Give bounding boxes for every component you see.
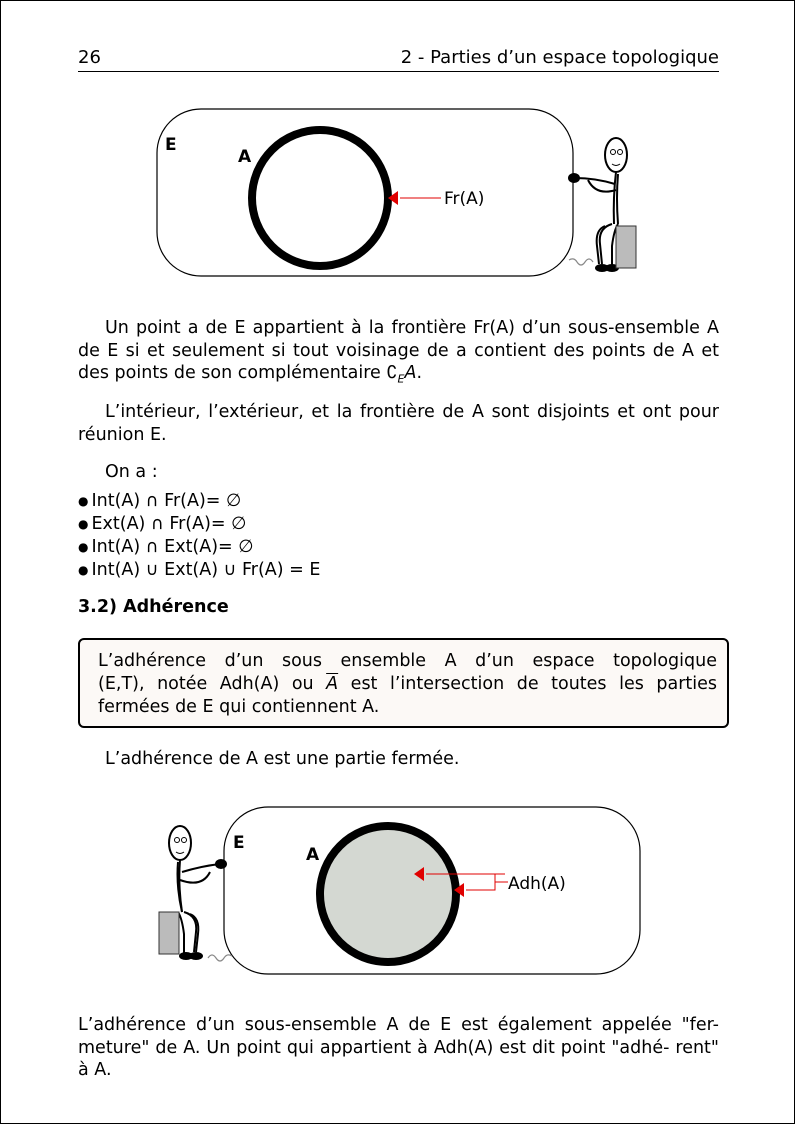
closure-figure <box>150 798 650 984</box>
closure-disc <box>320 826 456 962</box>
bullet-item: ● Ext(A) ∩ Fr(A)= ∅ <box>78 514 247 534</box>
bullet-item: ● Int(A) ∩ Ext(A)= ∅ <box>78 537 254 557</box>
closed-paragraph: L’adhérence de A est une partie fermée. <box>105 749 460 769</box>
definition-box: L’adhérence d’un sous ensemble A d’un espace topologique (E,T), notée Adh(A) ou $\overline{A}$ est l’intersection de toutes les parties fermées de E qui contiennent A. <box>78 638 729 728</box>
on-a-paragraph: On a : <box>105 462 158 482</box>
bullet-item: ● Int(A) ∪ Ext(A) ∪ Fr(A) = E <box>78 560 321 580</box>
closure-paragraph: L’adhérence d’un sous-ensemble A de E est également appelée "fer- meture" de A. Un point qui appartient à Adh(A) est dit point "adhé- rent" à A. <box>78 1015 719 1080</box>
stool-icon <box>159 912 179 954</box>
frontier-paragraph: Un point a de E appartient à la frontière Fr(A) d’un sous-ensemble A de E si et seulement si tout voisinage de a contient des points de A et des points de son complémentaire $∁_EA$. <box>78 318 719 386</box>
frontier-label: Fr(A) <box>444 189 485 209</box>
bullet-item: ● Int(A) ∩ Fr(A)= ∅ <box>78 491 242 511</box>
closure-label: Adh(A) <box>508 874 566 894</box>
section-title: 3.2) Adhérence <box>78 597 229 617</box>
stool-icon <box>616 226 636 268</box>
set-a-label: A <box>306 845 320 865</box>
set-e-label: E <box>233 833 245 853</box>
closure-symbol: $\overline{A}$ <box>326 674 339 694</box>
chapter-title: 2 - Parties d’un espace topologique <box>400 47 719 68</box>
page-header <box>78 47 719 72</box>
frontier-circle <box>252 130 388 266</box>
set-a-label: A <box>238 147 252 167</box>
frontier-figure <box>150 100 650 290</box>
page-number: 26 <box>78 47 101 68</box>
set-e-label: E <box>165 135 177 155</box>
disjoint-paragraph: L’intérieur, l’extérieur, et la frontière de A sont disjoints et ont pour réunion E. <box>78 402 719 445</box>
complement-symbol: ∁ <box>386 363 398 383</box>
